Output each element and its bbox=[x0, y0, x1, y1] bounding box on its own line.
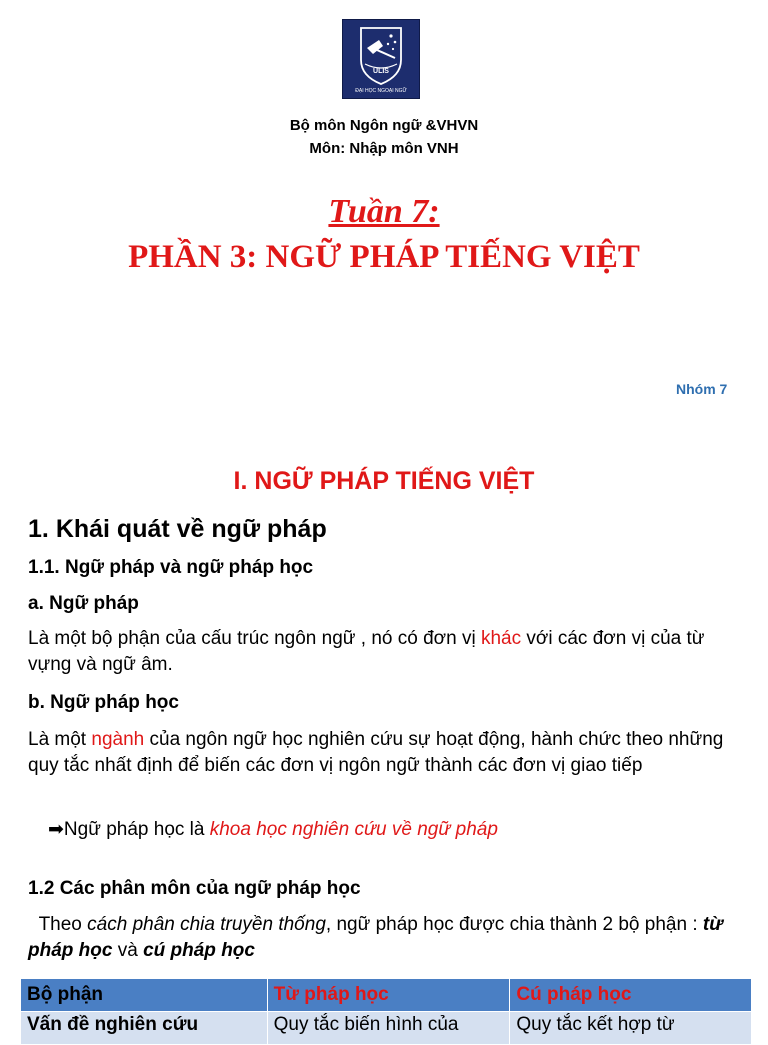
heading-1-2: 1.2 Các phân môn của ngữ pháp học bbox=[28, 878, 361, 899]
table-row bbox=[21, 1012, 752, 1045]
department-line: Bộ môn Ngôn ngữ &VHVN bbox=[289, 117, 479, 134]
university-logo bbox=[342, 19, 420, 99]
text-span: với các đơn vị của từ vựng và ngữ âm. bbox=[28, 628, 705, 675]
text-span: Theo bbox=[28, 914, 88, 935]
highlight-span: khoa học nghiên cứu về ngữ pháp bbox=[209, 819, 498, 840]
italic-span: cách phân chia truyền thống bbox=[87, 914, 326, 935]
text-span: , ngữ pháp học được chia thành 2 bộ phận : bbox=[325, 914, 703, 935]
paragraph-grammar bbox=[28, 626, 752, 678]
group-label: Nhóm 7 bbox=[676, 381, 728, 397]
heading-a bbox=[28, 591, 139, 617]
logo-text-top: ULIS bbox=[373, 68, 389, 75]
week-title: Tuần 7: bbox=[328, 193, 440, 230]
section-title: I. NGỮ PHÁP TIẾNG VIỆT bbox=[233, 467, 535, 495]
highlight-span: khác bbox=[480, 628, 522, 649]
text-span: Ngữ pháp học là bbox=[63, 819, 210, 840]
table-header-cell: Cú pháp học bbox=[510, 979, 752, 1012]
text-span: Là một bbox=[28, 729, 92, 750]
bold-italic-span: từ pháp học bbox=[28, 914, 729, 961]
heading-1-number: 1. bbox=[28, 515, 49, 543]
text-span: Là một bộ phận của cấu trúc ngôn ngữ , nó có đơn vị bbox=[28, 628, 481, 649]
table-cell: Quy tắc kết hợp từ bbox=[510, 1012, 752, 1045]
bold-italic-span: cú pháp học bbox=[143, 940, 255, 961]
table-header-cell: Từ pháp học bbox=[267, 979, 510, 1012]
highlight-span: ngành bbox=[91, 729, 145, 750]
table-cell: Quy tắc biến hình của bbox=[267, 1012, 510, 1045]
logo-emblem-icon bbox=[343, 20, 419, 98]
text-span: và bbox=[112, 940, 144, 961]
heading-a-label: a. bbox=[28, 593, 44, 614]
logo-text-bottom: ĐẠI HỌC NGOẠI NGỮ bbox=[355, 88, 407, 94]
department-info bbox=[0, 114, 768, 160]
classification-table bbox=[20, 978, 752, 1045]
heading-1-1: 1.1. Ngữ pháp và ngữ pháp học bbox=[28, 557, 314, 578]
heading-a-title: Ngữ pháp bbox=[49, 593, 139, 614]
course-line: Môn: Nhập môn VNH bbox=[309, 140, 459, 157]
heading-b: b. Ngữ pháp học bbox=[28, 692, 179, 713]
part-title: PHẦN 3: NGỮ PHÁP TIẾNG VIỆT bbox=[128, 239, 640, 275]
arrow-right-icon: ➡ bbox=[48, 819, 64, 840]
paragraph-grammar-study bbox=[28, 727, 752, 779]
table-header-row bbox=[21, 979, 752, 1012]
conclusion-line bbox=[48, 817, 748, 843]
paragraph-subdivisions bbox=[28, 912, 752, 964]
heading-1 bbox=[28, 513, 327, 545]
table-header-cell: Bộ phận bbox=[21, 979, 268, 1012]
heading-1-text: Khái quát về ngữ pháp bbox=[55, 515, 327, 543]
table-cell: Vấn đề nghiên cứu bbox=[21, 1012, 268, 1045]
text-span: của ngôn ngữ học nghiên cứu sự hoạt động, hành chức theo những quy tắc nhất định để biến các đơn vị ngôn ngữ thành các đơn vị giao tiếp bbox=[28, 729, 724, 776]
